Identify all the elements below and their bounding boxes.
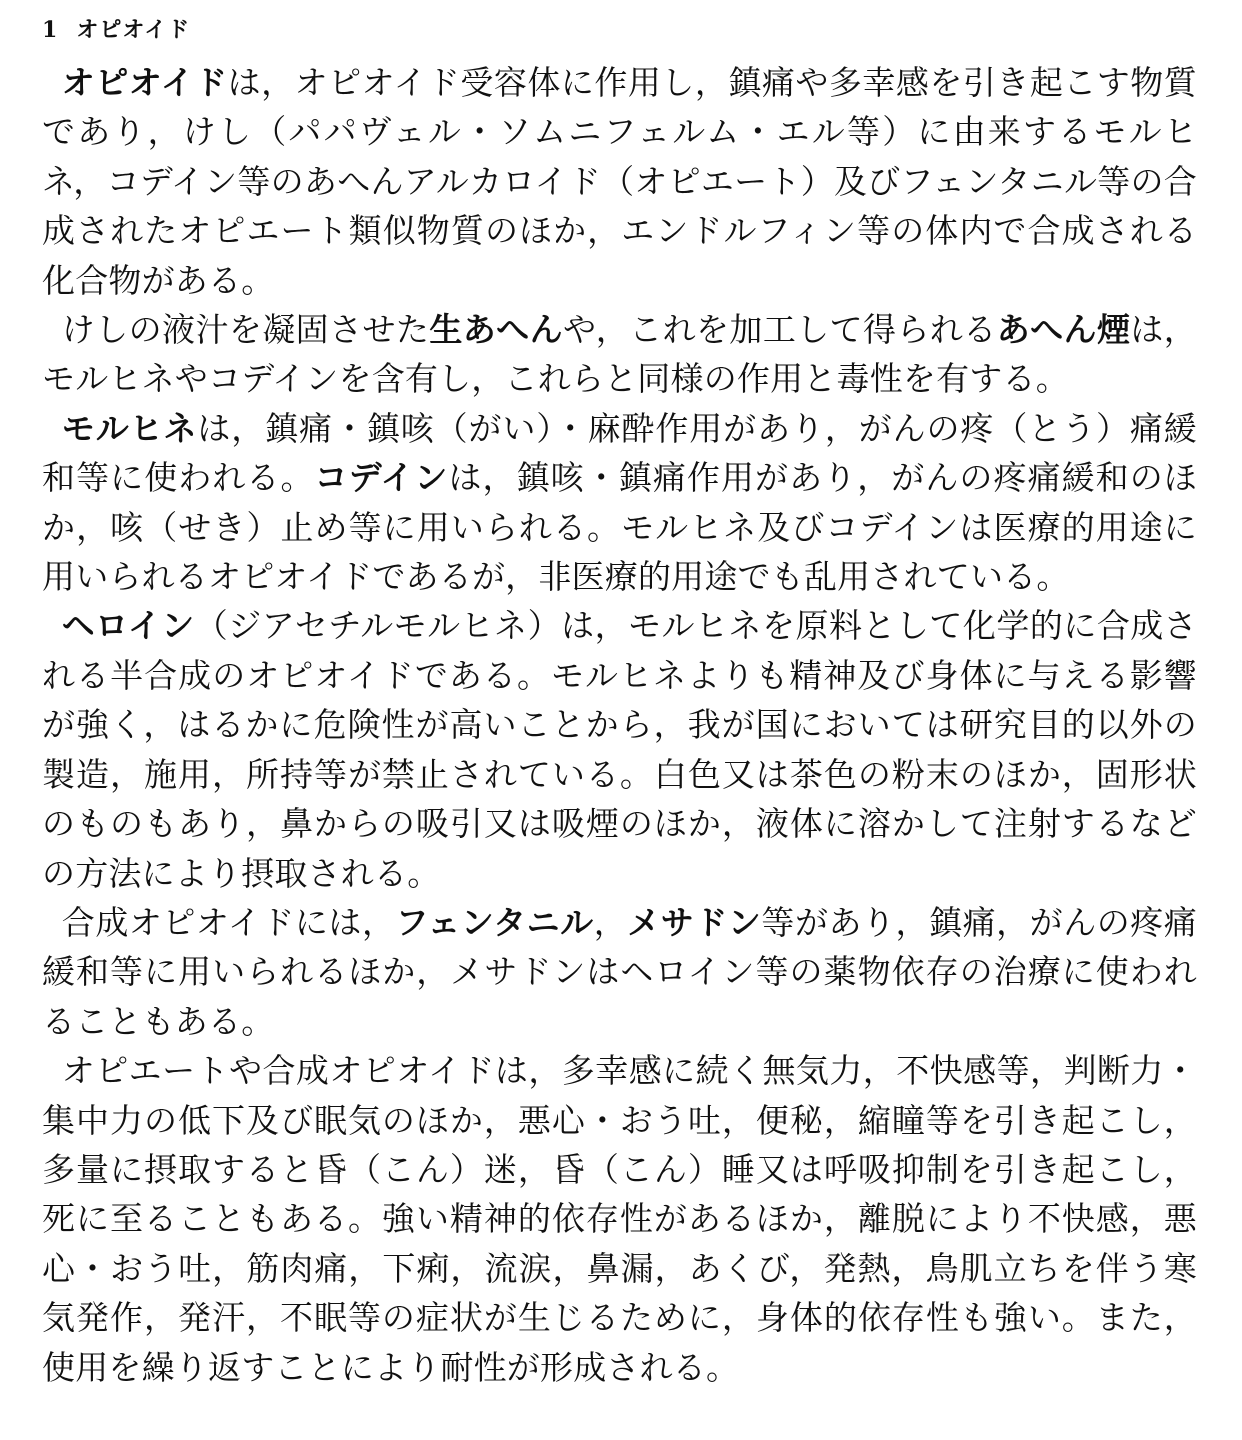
text-run: ， — [593, 902, 628, 942]
bold-term: オピオイド — [61, 63, 228, 102]
paragraph — [42, 58, 1197, 305]
text-run: （ジアセチルモルヒネ）は，モルヒネを原料として化学的に合成される半合成のオピオイドである。モルヒネよりも精神及び身体に与える影響が強く，はるかに危険性が高いことから，我が国においては研究目的以外の製造，施用，所持等が禁止されている。白色又は茶色の粉末のほか，固形状のものもあり，鼻からの吸引又は吸煙のほか，液体に溶かして注射するなどの方法により摂取される。 — [42, 606, 1197, 893]
section-title: オピオイド — [76, 17, 191, 43]
paragraph — [42, 1046, 1197, 1392]
bold-term: 生あへん — [429, 310, 563, 350]
bold-term: あへん煙 — [996, 310, 1131, 350]
paragraph — [42, 601, 1197, 897]
section-heading — [42, 14, 1197, 46]
text-run: は，鎮痛・鎮咳（がい）・麻酔作用があり，がんの疼（とう）痛緩和等に使われる。 — [42, 408, 1197, 498]
text-run: は，鎮咳・鎮痛作用があり，がんの疼痛緩和のほか，咳（せき）止め等に用いられる。モルヒネ及びコデインは医療的用途に用いられるオピオイドであるが，非医療的用途でも乱用されている。 — [42, 458, 1197, 597]
paragraph — [42, 305, 1197, 404]
body-text — [42, 58, 1197, 1392]
text-run: 等があり，鎮痛，がんの疼痛緩和等に用いられるほか，メサドンはヘロイン等の薬物依存の治療に使われることもある。 — [42, 902, 1198, 1041]
bold-term: ヘロイン — [61, 606, 195, 646]
paragraph — [42, 404, 1197, 602]
text-run: は，オピオイド受容体に作用し，鎮痛や多幸感を引き起こす物質であり，けし（パパヴェル・ソムニフェルム・エル等）に由来するモルヒネ，コデイン等のあへんアルカロイド（オピエート）及びフェンタニル等の合成されたオピエート類似物質のほか，エンドルフィン等の体内で合成される化合物がある。 — [42, 63, 1197, 300]
paragraph — [42, 898, 1197, 1046]
bold-term: モルヒネ — [61, 408, 198, 448]
document-page — [42, 14, 1197, 1392]
bold-term: コデイン — [314, 458, 449, 498]
text-run: 合成オピオイドには， — [61, 902, 396, 942]
bold-term: フェンタニル — [395, 902, 594, 942]
text-run: は，モルヒネやコデインを含有し，これらと同様の作用と毒性を有する。 — [42, 310, 1197, 399]
bold-term: メサドン — [627, 902, 762, 942]
text-run: けしの液汁を凝固させた — [61, 310, 430, 350]
section-number: 1 — [42, 17, 59, 43]
text-run: や，これを加工して得られる — [563, 310, 997, 350]
text-run: オピエートや合成オピオイドは，多幸感に続く無気力，不快感等，判断力・集中力の低下及び眠気のほか，悪心・おう吐，便秘，縮瞳等を引き起こし，多量に摂取すると昏（こん）迷，昏（こん）睡又は呼吸抑制を引き起こし，死に至ることもある。強い精神的依存性があるほか，離脱により不快感，悪心・おう吐，筋肉痛，下痢，流涙，鼻漏，あくび，発熱，鳥肌立ちを伴う寒気発作，発汗，不眠等の症状が生じるために，身体的依存性も強い。また，使用を繰り返すことにより耐性が形成される。 — [42, 1051, 1197, 1387]
